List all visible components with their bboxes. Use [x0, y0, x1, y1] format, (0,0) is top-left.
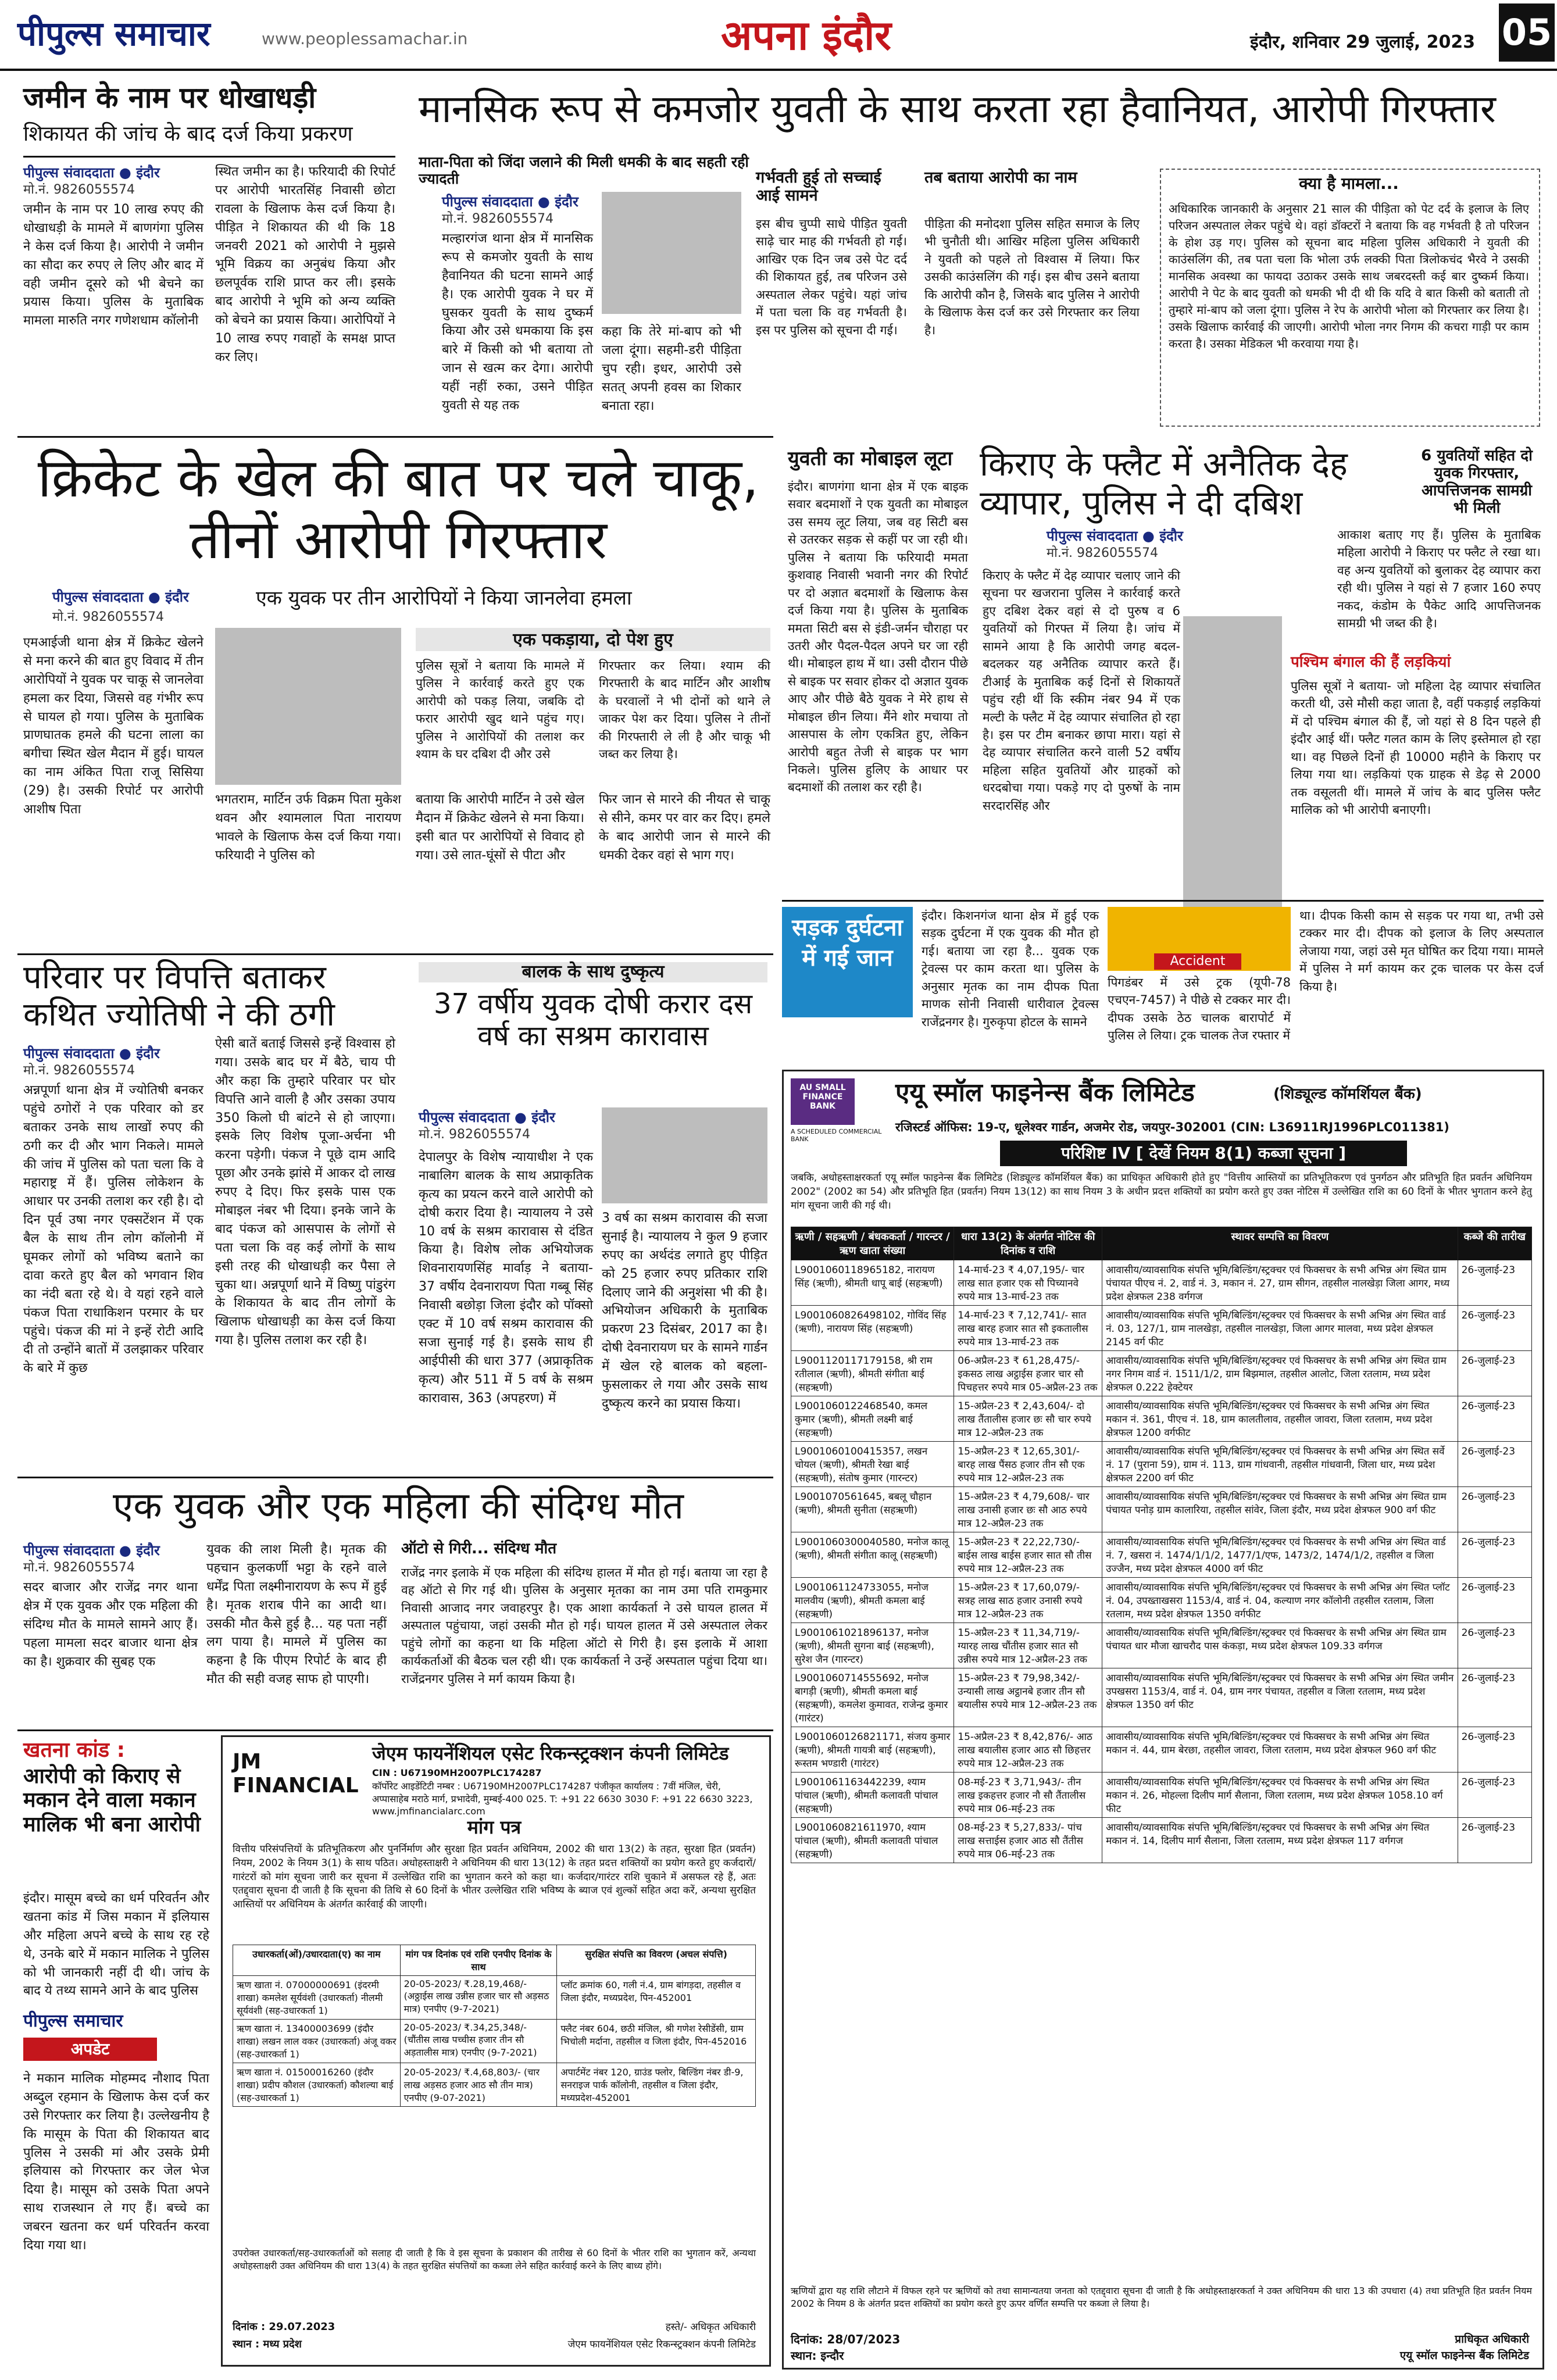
box-2-heading: तब बताया आरोपी का नाम: [924, 169, 1077, 187]
au-table: [791, 1227, 1532, 1863]
table-cell: 26-जुलाई-23: [1458, 1578, 1531, 1623]
table-cell: L9001061124733055, मनोज मालवीय (ऋणी), श्रीमती कमला बाई (सहऋणी): [791, 1578, 954, 1623]
au-signatory-company: एयू स्मॉल फाइनेन्स बैंक लिमिटेड: [1399, 2349, 1529, 2362]
mobile-number: मो.नं. 9826055574: [419, 1127, 531, 1142]
au-date: दिनांक: 28/07/2023: [791, 2332, 901, 2346]
update-stamp: अपडेट: [23, 2038, 157, 2061]
jm-place: स्थान : मध्य प्रदेश: [233, 2338, 302, 2350]
article-10-body-1: इंदौर। मासूम बच्चे का धर्म परिवर्तन और खतना कांड में जिस मकान में इलियास और महिला अपने बच्चे के साथ रह रहे थे, उनके बारे में मकान मालिक ने पुलिस को भी जानकारी नहीं दी थी। जांच के बाद ये तथ्य सामने आने के बाद पुलिस: [23, 1891, 209, 1999]
table-cell: आवासीय/व्यावसायिक संपत्ति भूमि/बिल्डिंग/स्ट्रक्चर एवं फिक्सचर के सभी अभिन्न अंग स्थित मकान नं. 44, ग्राम बेरछा, तहसील जावरा, जिला रतलाम, मध्य प्रदेश क्षेत्रफल 960 वर्ग फीट: [1102, 1727, 1458, 1773]
article-9-headline: एक युवक और एक महिला की संदिग्ध मौत: [112, 1485, 684, 1528]
table-cell: 26-जुलाई-23: [1458, 1260, 1531, 1306]
table-cell: 08-मई-23 ₹ 3,71,943/- तीन लाख इकहत्तर हजार नौ सौ तैंतालीस रुपये मात्र 06-मई-23 तक: [954, 1773, 1102, 1818]
dateline: इंदौर, शनिवार 29 जुलाई, 2023: [1250, 32, 1476, 52]
divider: [17, 436, 773, 438]
box-3-heading: क्या है मामला...: [1299, 174, 1399, 193]
article-6-col-3: था। दीपक किसी काम से सड़क पर गया था, तभी उसे टक्कर मार दी। दीपक को इलाज के लिए अस्पताल लेजाया गया, जहां उसे मृत घोषित कर दिया गया। मामले में पुलिस ने मर्ग कायम कर ट्रक चालक पर केस दर्ज किया है।: [1299, 909, 1544, 994]
table-cell: 26-जुलाई-23: [1458, 1818, 1531, 1863]
au-col-header: स्थावर सम्पत्ति का विवरण: [1102, 1227, 1458, 1260]
news-photo: [215, 628, 401, 785]
table-row: [791, 1578, 1532, 1623]
byline: पीपुल्स संवाददाता ● इंदौर: [23, 165, 160, 181]
table-cell: आवासीय/व्यावसायिक संपत्ति भूमि/बिल्डिंग/स्ट्रक्चर एवं फिक्सचर के सभी अभिन्न अंग स्थित वार्ड नं. 03, 127/1, ग्राम नालखेड़ा, तहसील नालखेड़ा, जिला आगर मालवा, मध्य प्रदेश क्षेत्रफल 2145 वर्ग फीट: [1102, 1306, 1458, 1351]
jm-cin: CIN : U67190MH2007PLC174287: [372, 1767, 542, 1778]
divider: [17, 1477, 773, 1478]
box-3-body: अधिकारिक जानकारी के अनुसार 21 साल की पीड़िता को पेट दर्द के इलाज के लिए परिजन अस्पताल लेकर पहुंचे थे। वहां डॉक्टरों ने बताया कि वह गर्भवती है तो परिजन के होश उड़ गए। पुलिस को सूचना बाद महिला पुलिस अधिकारी ने युवती की काउंसलिंग की, तब पता चला कि भोला उर्फ लक्की पिता त्रिलोकचंद भैरवे ने उसकी मानसिक अवस्था का फायदा उठाकर उसके साथ जबरदस्ती कई बार दुष्कर्म किया। आरोपी ने पेट के बाद युवती को धमकी भी दी थी कि यदि वे बात किसी को बताती तो तुम्हारे मां-बाप को जला दूंगा। पुलिस ने रेप के आरोपी भोला को गिरफ्तार कर लिया है। उसके खिलाफ कार्रवाई की जाएगी। आरोपी भोला नगर निगम की कचरा गाड़ी पर काम करता है। उसका मेडिकल भी करवाया गया है।: [1169, 202, 1529, 351]
accident-label: Accident: [1154, 953, 1241, 970]
table-cell: 15-अप्रैल-23 ₹ 8,42,876/- आठ लाख बयालीस हजार आठ सौ छिहत्तर रुपये मात्र 12-अप्रैल-23 तक: [954, 1727, 1102, 1773]
table-row: [791, 1487, 1532, 1532]
article-10-headline: आरोपी को किराए से मकान देने वाला मकान मालिक भी बना आरोपी: [23, 1764, 201, 1836]
table-cell: 15-अप्रैल-23 ₹ 2,43,604/- दो लाख तैंतालीस हजार छः सौ चार रुपये मात्र 12-अप्रैल-23 तक: [954, 1396, 1102, 1442]
table-cell: 15-अप्रैल-23 ₹ 11,34,719/- ग्यारह लाख चौंतीस हजार सात सौ उन्नीस रुपये मात्र 12-अप्रैल-23 तक: [954, 1623, 1102, 1668]
table-cell: L9001060714555692, मनोज बागड़ी (ऋणी), श्रीमती कमला बाई (सहऋणी), कमलेश कुमावत, राजेन्द्र कुमार (गारंटर): [791, 1668, 954, 1727]
table-cell: 15-अप्रैल-23 ₹ 79,98,342/- उन्यासी लाख अट्ठानबे हजार तीन सौ बयालीस रुपये मात्र 12-अप्रैल-23 तक: [954, 1668, 1102, 1727]
table-cell: आवासीय/व्यावसायिक संपत्ति भूमि/बिल्डिंग/स्ट्रक्चर एवं फिक्सचर के सभी अभिन्न अंग स्थित ग्राम पंचायत पीएच नं. 2, वार्ड नं. 3, मकान नं. 27, ग्राम सीगन, तहसील नालखेड़ा जिला आगर, मध्य प्रदेश क्षेत्रफल 238 वर्गगज: [1102, 1260, 1458, 1306]
mobile-number: मो.नं. 9826055574: [442, 212, 554, 226]
table-row: [791, 1668, 1532, 1727]
table-cell: L9001060126821171, संजय कुमार (ऋणी), श्रीमती गायत्री बाई (सहऋणी), रूस्तम भण्डारी (गारंटर): [791, 1727, 954, 1773]
article-2-col-1: मल्हारगंज थाना क्षेत्र में मानसिक रूप से कमजोर युवती के साथ हैवानियत की घटना सामने आई है। एक आरोपी युवक ने घर में घुसकर युवती के साथ दुष्कर्म किया और उसे धमकाया कि इस बारे में किसी को भी बताया तो जान से खत्म कर देगा। आरोपी यहीं नहीं रुका, उसने पीड़ित युवती से यह तक: [442, 231, 593, 413]
table-cell: 15-अप्रैल-23 ₹ 17,60,079/- सत्रह लाख साठ हजार उनासी रुपये मात्र 12-अप्रैल-23 तक: [954, 1578, 1102, 1623]
article-1-col-2: स्थित जमीन का है। फरियादी की रिपोर्ट पर आरोपी भारतसिंह निवासी छोटा रावला के खिलाफ केस दर्ज किया है। पीड़ित ने शिकायत की थी कि 18 जनवरी 2021 को आरोपी ने मुझसे भूमि विक्रय का अनुबंध किया और छलपूर्वक राशि प्राप्त कर ली। इसके बाद आरोपी ने भूमि को अन्य व्यक्ति को बेचने का प्रयास किया। आरोपियों ने 10 लाख रुपए गवाहों के समक्ष प्राप्त कर लिए।: [215, 165, 395, 364]
jm-col-header: उधारकर्ता(ओं)/उधारदाता(ए) का नाम: [233, 1945, 401, 1976]
table-cell: आवासीय/व्यावसायिक संपत्ति भूमि/बिल्डिंग/स्ट्रक्चर एवं फिक्सचर के सभी अभिन्न अंग स्थित जमीन उपखसरा 1153/4, वार्ड नं. 04, ग्राम नगर पंचायत, तहसील व जिला रतलाम, मध्य प्रदेश क्षेत्रफल 1350 वर्ग फीट: [1102, 1668, 1458, 1727]
au-paragraph: जबकि, अधोहस्ताक्षरकर्ता एयू स्मॉल फाइनेन्स बैंक लिमिटेड (शिड्यूल्ड कॉमर्शियल बैंक) का प्राधिकृत अधिकारी होते हुए "वित्तीय आस्तियों का प्रतिभूतिकरण एवं पुनर्गठन और प्रतिभूति हित प्रवर्तन अधिनियम 2002" (2002 का 54) और प्रतिभूति हित (प्रवर्तन) नियम 13(12) का साथ नियम 3 के अधीन प्रदत्त शक्तियों का प्रयोग करते हुए उक्त नोटिस में उल्लेखित राशि का 60 दिनों के भीतर भुगतान करने हेतु मांग सूचना जारी की गई थी।: [791, 1172, 1532, 1212]
article-10-kicker: खतना कांड :: [23, 1738, 125, 1762]
mobile-number: मो.नं. 9826055574: [23, 1063, 135, 1078]
table-cell: 08-मई-23 ₹ 5,27,833/- पांच लाख सत्ताईस हजार आठ सौ तैंतीस रुपये मात्र 06-मई-23 तक: [954, 1818, 1102, 1863]
jm-paragraph: वित्तीय परिसंपत्तियों के प्रतिभूतिकरण और पुनर्निर्माण और सुरक्षा हित प्रवर्तन अधिनियम, 2002 की धारा 13(2) के तहत, सुरक्षा हित (प्रवर्तन) नियम, 2002 के नियम 3(1) के साथ पठित। अधोहस्ताक्षरी ने अधिनियम की धारा 13(12) के तहत प्रदत्त शक्तियों का प्रयोग करते हुए कर्जदारों/गारंटरों को मांग सूचना जारी कर सूचना में उल्लेखित राशि का भुगतान करने को कहा था। कर्जदार/गारंटर राशि चुकाने में असफल रहे हैं, अतः एतद्द्वारा सूचना दी जाती है कि सूचना की तिथि से 60 दिनों के भीतर उल्लेखित राशि भविष्य के ब्याज एवं शुल्कों सहित अदा करें, अन्यथा सुरक्षित आस्तियों पर अधिनियम के अंतर्गत कार्रवाई की जाएगी।: [233, 1843, 756, 1911]
table-cell: आवासीय/व्यावसायिक संपत्ति भूमि/बिल्डिंग/स्ट्रक्चर एवं फिक्सचर के सभी अभिन्न अंग स्थित मकान नं. 26, मोहल्ला दिलीप मार्ग सैलाना, जिला रतलाम, मध्य प्रदेश क्षेत्रफल 1058.10 वर्ग फीट: [1102, 1773, 1458, 1818]
table-cell: 20-05-2023/ ₹.28,19,468/- (अठ्ठाईस लाख उन्नीस हजार चार सौ अड़सठ मात्र) एनपीए (9-7-2021): [400, 1976, 557, 2020]
article-3-col-3: बताया कि आरोपी मार्टिन ने उसे खेल मैदान में क्रिकेट खेलने से मना किया। इसी बात पर आरोपियों से विवाद हो गया। उसे लात-घूंसों से पीटा और: [416, 792, 584, 863]
police-illustration: [1183, 616, 1282, 907]
article-8-kicker: बालक के साथ दुष्कृत्य: [419, 962, 767, 982]
article-3-subhead: एक युवक पर तीन आरोपियों ने किया जानलेवा हमला: [256, 587, 632, 610]
au-title-suffix: (शिड्यूल्ड कॉमर्शियल बैंक): [1273, 1085, 1422, 1103]
table-cell: 26-जुलाई-23: [1458, 1773, 1531, 1818]
jm-signatory: हस्ते/- अधिकृत अधिकारी: [665, 2321, 756, 2333]
table-cell: आवासीय/व्यावसायिक संपत्ति भूमि/बिल्डिंग/स्ट्रक्चर एवं फिक्सचर के सभी अभिन्न अंग स्थित प्लॉट नं. 04, उपख्ताखसरा 1153/4, वार्ड नं. 04, कल्याण नगर कॉलोनी तहसील रतलाम, जिला रतलाम, मध्य प्रदेश क्षेत्रफल 1350 वर्गफीट: [1102, 1578, 1458, 1623]
table-cell: आवासीय/व्यावसायिक संपत्ति भूमि/बिल्डिंग/स्ट्रक्चर एवं फिक्सचर के सभी अभिन्न अंग स्थित मकान नं. 361, पीएच नं. 18, ग्राम कालतीलाव, तहसील जावरा, जिला रतलाम, मध्य प्रदेश क्षेत्रफल 1200 वर्गफीट: [1102, 1396, 1458, 1442]
jm-logo: JM FINANCIAL: [233, 1750, 359, 1798]
article-7-col-1: अन्नपूर्णा थाना क्षेत्र में ज्योतिषी बनकर पहुंचे ठगोरों ने एक परिवार को डर बताकर उनके साथ लाखों रुपए की ठगी कर दी और भाग निकले। मामले की जांच में पुलिस को पता चला कि वे महाराष्ट्र में हैं। पुलिस लोकेशन के आधार पर उनकी तलाश कर रही है। दो दिन पूर्व उषा नगर एक्सटेंशन में एक बैल के साथ तीन लोग कॉलोनी में घूमकर लोगों को भविष्य बताने का दावा करते हुए बैल को भगवान शिव का नंदी बता रहे थे। वे यहां रहने वाले पंकज पिता राधाकिशन परमार के घर पहुंचे। पंकज की मां ने इन्हें रोटी आदि दी तो उन्होंने बातों में उलझाकर परिवार के बारे में कुछ: [23, 1083, 203, 1376]
table-cell: L9001060300040580, मनोज कालू (ऋणी), श्रीमती संगीता कालू (सहऋणी): [791, 1532, 954, 1578]
table-cell: L9001120117179158, श्री राम रतीलाल (ऋणी), श्रीमती संगीता बाई (सहऋणी): [791, 1351, 954, 1396]
mobile-number: मो.नं. 9826055574: [1047, 546, 1159, 560]
mobile-number: मो.नं. 9826055574: [23, 183, 135, 197]
table-cell: आवासीय/व्यावसायिक संपत्ति भूमि/बिल्डिंग/स्ट्रक्चर एवं फिक्सचर के सभी अभिन्न अंग स्थित ग्राम नगर निगम वार्ड नं. 1511/1/2, ग्राम बिझमाल, तहसील आलोट, जिला रतलाम, मध्य प्रदेश क्षेत्रफल 0.222 हेक्टेयर: [1102, 1351, 1458, 1396]
au-logo: AU SMALL FINANCE BANK: [791, 1078, 855, 1125]
table-cell: L9001061163442239, श्याम पांचाल (ऋणी), श्रीमती कलावती पांचाल (सहऋणी): [791, 1773, 954, 1818]
article-1-subhead: शिकायत की जांच के बाद दर्ज किया प्रकरण: [23, 122, 353, 146]
update-stamp-logo: पीपुल्स समाचार: [23, 2011, 123, 2031]
jm-table: [233, 1945, 756, 2107]
table-cell: अपार्टमेंट नंबर 120, ग्राउंड फ्लोर, बिल्डिंग नंबर डी-9, सनराइज पार्क कॉलोनी, तहसील व जिला इंदौर, मध्यप्रदेश-452001: [557, 2063, 756, 2107]
table-cell: 06-अप्रैल-23 ₹ 61,28,475/- इकसठ लाख अट्ठाईस हजार चार सौ पिचहत्तर रुपये मात्र 05-अप्रैल-23 तक: [954, 1351, 1102, 1396]
table-cell: आवासीय/व्यावसायिक संपत्ति भूमि/बिल्डिंग/स्ट्रक्चर एवं फिक्सचर के सभी अभिन्न अंग स्थित सर्वे नं. 17 (पुराना 59), ग्राम नं. 113, ग्राम गांधवानी, तहसील गांधवानी, जिला धार, मध्य प्रदेश क्षेत्रफल 2200 वर्ग फीट: [1102, 1442, 1458, 1487]
article-10-body-2: ने मकान मालिक मोहम्मद नौशाद पिता अब्दुल रहमान के खिलाफ केस दर्ज कर उसे गिरफ्तार कर लिया है। उल्लेखनीय है कि मासूम के पिता की शिकायत बाद पुलिस ने उसकी मां और उसके प्रेमी इलियास को गिरफ्तार कर जेल भेज दिया है। मासूम को उसके पिता अपने साथ राजस्थान ले गए हैं। बच्चे का जबरन खतना कर धर्म परिवर्तन करवा दिया गया था।: [23, 2071, 209, 2253]
table-cell: ऋण खाता नं. 07000000691 (इंदरमी शाखा) कमलेश सूर्यवंशी (उधारकर्ता) नीलमी सूर्यवंशी (सह-उधारकर्ता 1): [233, 1976, 401, 2020]
website-url[interactable]: www.peoplessamachar.in: [262, 29, 468, 48]
au-col-header: कब्जे की तारीख: [1458, 1227, 1531, 1260]
article-9-col-1: सदर बाजार और राजेंद्र नगर थाना क्षेत्र में एक युवक और एक महिला की संदिग्ध मौत के मामले सामने आए हैं। पहला मामला सदर बाजार थाना क्षेत्र का है। शुक्रवार की सुबह एक: [23, 1580, 198, 1669]
article-5-col-2: आकाश बताए गए हैं। पुलिस के मुताबिक महिला आरोपी ने किराए पर फ्लैट ले रखा था। वह अन्य युवतियों को बुलाकर देह व्यापार करा रही थी। पुलिस ने यहां से 7 हजार 160 रुपए नकद, कंडोम के पैकेट आदि आपत्तिजनक सामग्री भी जब्त की है।: [1337, 528, 1541, 631]
accident-tag: सड़क दुर्घटना में गई जान: [782, 907, 913, 1017]
article-6-col-2: पिगडंबर में उसे ट्रक (यूपी-78 एचएन-7457) ने पीछे से टक्कर मार दी। दीपक उसके ठेठ चालक बारापोर्ट में पुलिस ले लिया। ट्रक चालक तेज रफ्तार में: [1108, 975, 1291, 1043]
article-7-headline: परिवार पर विपत्ति बताकर कथित ज्योतिषी ने की ठगी: [23, 959, 335, 1034]
box-body: पुलिस सूत्रों ने बताया- जो महिला देह व्यापार संचालित करती थी, उसे मौसी कहा जाता है, वहीं पकड़ाई लड़कियां में दो पश्चिम बंगाल की हैं, जो यहां से 8 दिन पहले ही इंदौर आई थीं। फ्लैट गलत काम के लिए इस्तेमाल हो रहा था। वह पिछले दिनों ही 10000 महीने के किराए पर लिया गया था। लड़कियां एक ग्राहक से डेढ़ से 2000 तक वसूलती थीं। मामले में जांच के बाद पुलिस फ्लैट मालिक को भी आरोपी बनाएगी।: [1291, 679, 1541, 817]
box-col-1: पुलिस सूत्रों ने बताया कि मामले में पुलिस ने कार्रवाई करते हुए एक आरोपी को पकड़ लिया, जबकि दो फरार आरोपी खुद थाने पहुंच गए। पुलिस ने आरोपियों की तलाश कर श्याम के घर दबिश दी और उसे: [416, 659, 584, 762]
jm-footer: उपरोक्त उधारकर्ता/सह-उधारकर्ताओं को सलाह दी जाती है कि वे इस सूचना के प्रकाशन की तारीख से 60 दिनों के भीतर राशि का भुगतान करें, अन्यथा अधोहस्ताक्षरी उक्त अधिनियम की धारा 13(4) के तहत सुरक्षित संपत्तियों का कब्जा लेने सहित कार्रवाई करने के लिए बाध्य होंगे।: [233, 2247, 756, 2272]
au-tagline: A SCHEDULED COMMERCIAL BANK: [791, 1128, 882, 1143]
table-cell: ऋण खाता नं. 01500016260 (इंदौर शाखा) प्रदीप कौशल (उधारकर्ता) कौशल्या बाई (सह-उधारकर्ता 1): [233, 2063, 401, 2107]
byline: पीपुल्स संवाददाता ● इंदौर: [1047, 528, 1183, 544]
article-3-headline: क्रिकेट के खेल की बात पर चले चाकू, तीनों आरोपी गिरफ्तार: [37, 447, 759, 571]
article-4-headline: युवती का मोबाइल लूटा: [788, 447, 953, 470]
table-cell: 15-अप्रैल-23 ₹ 22,22,730/- बाईस लाख बाईस हजार सात सौ तीस रुपये मात्र 12-अप्रैल-23 तक: [954, 1532, 1102, 1578]
table-cell: आवासीय/व्यावसायिक संपत्ति भूमि/बिल्डिंग/स्ट्रक्चर एवं फिक्सचर के सभी अभिन्न अंग स्थित मकान नं. 14, दिलीप मार्ग सैलाना, जिला रतलाम, मध्य प्रदेश क्षेत्रफल 117 वर्गगज: [1102, 1818, 1458, 1863]
box-heading: ऑटो से गिरी... संदिग्ध मौत: [401, 1540, 557, 1557]
article-5-headline: किराए के फ्लैट में अनैतिक देह व्यापार, पुलिस ने दी दबिश: [980, 444, 1348, 523]
table-cell: प्लॉट क्रमांक 60, गली नं.4, ग्राम बांगड़दा, तहसील व जिला इंदौर, मध्यप्रदेश, पिन-452001: [557, 1976, 756, 2020]
article-8-col-1: देपालपुर के विशेष न्यायाधीश ने एक नाबालिग बालक के साथ अप्राकृतिक कृत्य का प्रयत्न करने वाले आरोपी को दोषी करार दिया है। न्यायालय ने उसे 10 वर्ष के सश्रम कारावास से दंडित किया है। विशेष लोक अभियोजक शिवनारायणसिंह मार्वाड़ ने बताया- 37 वर्षीय देवनारायण पिता गब्बू सिंह निवासी बछोड़ा जिला इंदौर को पॉक्सो एक्ट में 10 वर्ष सश्रम कारावास की सजा सुनाई गई है। इसके साथ ही आईपीसी की धारा 377 (अप्राकृतिक कृत्य) और 511 में 5 वर्ष के सश्रम कारावास, 363 (अपहरण) में: [419, 1150, 593, 1406]
table-cell: 14-मार्च-23 ₹ 4,07,195/- चार लाख सात हजार एक सौ पिच्यानवे रुपये मात्र 13-मार्च-23 तक: [954, 1260, 1102, 1306]
table-row: [791, 1442, 1532, 1487]
article-3-col-2: भगतराम, मार्टिन उर्फ विक्रम पिता मुकेश थवन और श्यामलाल पिता नारायण भावले के खिलाफ केस दर्ज किया गया। फरियादी ने पुलिस को: [215, 792, 401, 863]
divider: [17, 1729, 773, 1731]
article-1-col-1: जमीन के नाम पर 10 लाख रुपए की धोखाधड़ी के मामले में बाणगंगा पुलिस ने केस दर्ज किया है। आरोपी ने जमीन का सौदा कर रुपए ले लिए और बाद में वही जमीन दूसरे को भी बेचने का प्रयास किया। पुलिस के मुताबिक मामला मारुति नगर गणेशधाम कॉलोनी: [23, 202, 203, 328]
jm-date: दिनांक : 29.07.2023: [233, 2321, 335, 2333]
article-8-headline: 37 वर्षीय युवक दोषी करार दस वर्ष का सश्रम कारावास: [433, 988, 753, 1053]
table-cell: 15-अप्रैल-23 ₹ 12,65,301/- बारह लाख पैंसठ हजार तीन सौ एक रुपये मात्र 12-अप्रैल-23 तक: [954, 1442, 1102, 1487]
box-1-heading: गर्भवती हुई तो सच्चाई आई सामने: [756, 169, 881, 205]
au-registered-office: रजिस्टर्ड ऑफिस: 19-ए, धूलेश्वर गार्डन, अजमेर रोड, जयपुर-302001 (CIN: L36911RJ1996PLC011381): [895, 1120, 1449, 1134]
table-row: [791, 1818, 1532, 1863]
table-row: [791, 1623, 1532, 1668]
jm-signatory-company: जेएम फायनेंशियल एसेट रिकन्स्ट्रक्शन कंपनी लिमिटेड: [567, 2339, 756, 2350]
byline: पीपुल्स संवाददाता ● इंदौर: [23, 1542, 160, 1559]
handcuff-photo: [602, 1107, 767, 1203]
table-cell: 14-मार्च-23 ₹ 7,12,741/- सात लाख बारह हजार सात सौ इकतालीस रुपये मात्र 13-मार्च-23 तक: [954, 1306, 1102, 1351]
au-place: स्थान: इन्दौर: [791, 2349, 844, 2363]
table-cell: 26-जुलाई-23: [1458, 1351, 1531, 1396]
table-cell: 15-अप्रैल-23 ₹ 4,79,608/- चार लाख उनासी हजार छः सौ आठ रुपये मात्र 12-अप्रैल-23 तक: [954, 1487, 1102, 1532]
table-cell: 20-05-2023/ ₹.34,25,348/- (चौंतीस लाख पच्चीस हजार तीन सौ अड़तालीस मात्र) एनपीए (9-7-2021): [400, 2020, 557, 2063]
byline: पीपुल्स संवाददाता ● इंदौर: [442, 194, 578, 210]
au-title: एयू स्मॉल फाइनेन्स बैंक लिमिटेड: [895, 1078, 1195, 1107]
page-number: 05: [1499, 3, 1555, 62]
table-cell: L9001060122468540, कमल कुमार (ऋणी), श्रीमती लक्ष्मी बाई (सहऋणी): [791, 1396, 954, 1442]
article-4-body: इंदौर। बाणगंगा थाना क्षेत्र में एक बाइक सवार बदमाशों ने एक युवती का मोबाइल उस समय लूट लिया, जब वह सिटी बस से उतरकर सड़क से कहीं पर जा रही थी। पुलिस ने बताया कि फरियादी ममता कुशवाह निवासी भवानी नगर की रिपोर्ट पर दो अज्ञात बदमाशों के खिलाफ केस दर्ज किया गया है। पुलिस के मुताबिक ममता सिटी बस से इंडी-जर्मन चौराहा पर उतरी और पैदल-पैदल अपने घर जा रही थी। मोबाइल हाथ में था। उसी दौरान पीछे से बाइक पर सवार होकर दो अज्ञात युवक आए और पीछे बैठे युवक ने मेरे हाथ से मोबाइल छीन लिया। मैंने शोर मचाया तो आसपास के लोग एकत्रित हुए, लेकिन आरोपी बहुत तेजी से बाइक पर भाग निकले। पुलिस हुलिए के आधार पर बदमाशों की तलाश कर रही है।: [788, 480, 969, 795]
table-row: [791, 1351, 1532, 1396]
table-cell: 26-जुलाई-23: [1458, 1668, 1531, 1727]
article-2-headline: मानसिक रूप से कमजोर युवती के साथ करता रहा हैवानियत, आरोपी गिरफ्तार: [419, 87, 1496, 131]
article-1-headline: जमीन के नाम पर धोखाधड़ी: [23, 81, 316, 115]
newspaper-logo: पीपुल्स समाचार: [17, 14, 210, 53]
article-8-col-2: 3 वर्ष का सश्रम कारावास की सजा सुनाई है। न्यायालय ने कुल 9 हजार रुपए का अर्थदंड लगाते हुए पीड़ित को 25 हजार रुपए प्रतिकार राशि दिलाए जाने की अनुशंसा भी की है। अभियोजन अधिकारी के मुताबिक प्रकरण 23 दिसंबर, 2017 का है। दोषी देवनारायण घर के सामने गार्डन में खेल रहे बालक को बहला-फुसलाकर ले गया और उसके साथ दुष्कृत्य करने का प्रयास किया।: [602, 1211, 767, 1411]
article-3-col-4: फिर जान से मारने की नीयत से चाकू से सीने, कमर पर वार कर दिए। हमले के बाद आरोपी जान से मारने की धमकी देकर वहां से भाग गए।: [599, 792, 770, 863]
article-9-col-2: युवक की लाश मिली है। मृतक की पहचान कुलकर्णी भट्टा के रहने वाले धर्मेंद्र पिता लक्ष्मीनारायण के रूप में हुई है। मृतक शराब पीने का आदी था। उसकी मौत कैसे हुई है... यह पता नहीं लग पाया है। मामले में पुलिस का कहना है कि पीएम रिपोर्ट के बाद ही मौत की सही वजह साफ हो पाएगी।: [206, 1542, 387, 1687]
divider: [23, 156, 395, 158]
table-cell: 26-जुलाई-23: [1458, 1396, 1531, 1442]
table-cell: 26-जुलाई-23: [1458, 1532, 1531, 1578]
section-title: अपना इंदौर: [721, 12, 891, 59]
divider: [782, 900, 1544, 902]
byline: पीपुल्स संवाददाता ● इंदौर: [419, 1109, 555, 1125]
table-cell: फ्लैट नंबर 604, छठी मंजिल, श्री गणेश रेसीडेंसी, ग्राम भिचोली मर्दाना, तहसील व जिला इंदौर, पिन-452016: [557, 2020, 756, 2063]
au-col-header: धारा 13(2) के अंतर्गत नोटिस की दिनांक व राशि: [954, 1227, 1102, 1260]
table-cell: L9001060826498102, गोविंद सिंह (ऋणी), नारायण सिंह (सहऋणी): [791, 1306, 954, 1351]
box-1-body: इस बीच चुप्पी साधे पीड़ित युवती साढ़े चार माह की गर्भवती हो गई। आखिर एक दिन जब उसे पेट दर्द की शिकायत हुई, तब परिजन उसे अस्पताल लेकर पहुंचे। यहां जांच में पता चला कि वह गर्भवती है। इस पर पुलिस को सूचना दी गई।: [756, 217, 907, 337]
article-6-col-1: इंदौर। किशनगंज थाना क्षेत्र में हुई एक सड़क दुर्घटना में एक युवक की मौत हो गई। बताया जा रहा है... युवक एक ट्रेवल्स पर काम करता था। पुलिस के अनुसार मृतक का नाम दीपक पिता माणक सोनी निवासी धारीवाल ट्रेवल्स राजेंद्रनगर है। गुरुकृपा होटल के सामने: [922, 909, 1099, 1029]
divider: [17, 953, 773, 955]
table-cell: L9001060100415357, लखन चोयल (ऋणी), श्रीमती रेखा बाई (सहऋणी), संतोष कुमार (गारन्टर): [791, 1442, 954, 1487]
table-cell: 20-05-2023/ ₹.4,68,803/- (चार लाख अड़सठ हजार आठ सौ तीन मात्र) एनपीए (9-07-2021): [400, 2063, 557, 2107]
table-cell: 26-जुलाई-23: [1458, 1442, 1531, 1487]
table-cell: ऋण खाता नं. 13400003699 (इंदौर शाखा) लखन लाल वकर (उधारकर्ता) अंजू वकर (सह-उधारकर्ता 1): [233, 2020, 401, 2063]
news-photo: [602, 192, 741, 314]
au-footer: ऋणियों द्वारा यह राशि लौटाने में विफल रहने पर ऋणियों को तथा सामान्यतया जनता को एतद्द्वारा सूचना दी जाती है कि अधोहस्ताक्षरकर्ता ने उक्त अधिनियम की धारा 13 की उपधारा (4) तथा प्रतिभूति हित प्रवर्तन नियम 2002 के नियम 8 के अंतर्गत प्रदत्त शक्तियों का प्रयोग करते हुए ऊपर वर्णित सम्पत्ति पर कब्जा ले लिया है।: [791, 2285, 1532, 2309]
box-body: राजेंद्र नगर इलाके में एक महिला की संदिग्ध हालत में मौत हो गई। बताया जा रहा है वह ऑटो से गिर गई थी। पुलिस के अनुसार मृतका का नाम उमा पति रामकुमार निवासी आजाद नगर जवाहरपुर है। एक आशा कार्यकर्ता ने उसे घायल हालत में अस्पताल पहुंचाया, जहां उसकी मौत हो गई। घायल हालत में उसे अस्पताल लेकर पहुंचे लोगों का कहना था कि महिला ऑटो से गिरी है। इस इलाके में आशा कार्यकर्ताओं की बैठक चल रही थी। एक कार्यकर्ता ने उन्हें अस्पताल पहुंचा दिया था। राजेंद्रनगर पुलिस ने मर्ग कायम किया है।: [401, 1566, 767, 1686]
jm-title: मांग पत्र: [467, 1816, 522, 1838]
table-row: [791, 1532, 1532, 1578]
table-cell: आवासीय/व्यावसायिक संपत्ति भूमि/बिल्डिंग/स्ट्रक्चर एवं फिक्सचर के सभी अभिन्न अंग स्थित ग्राम पंचायत पनोड़ ग्राम कालारिया, तहसील सांवेर, जिला इंदौर, मध्य प्रदेश क्षेत्रफल 900 वर्ग फीट: [1102, 1487, 1458, 1532]
box-2-body: पीड़िता की मनोदशा पुलिस सहित समाज के लिए भी चुनौती थी। आखिर महिला पुलिस अधिकारी ने युवती को पहले तो विश्वास में लिया। फिर उसकी काउंसलिंग की गई। इस बीच उसने बताया कि आरोपी कौन है, जिसके बाद पुलिस ने आरोपी के खिलाफ केस दर्ज कर उसे गिरफ्तार कर लिया है।: [924, 217, 1140, 337]
table-row: [791, 1727, 1532, 1773]
table-cell: 26-जुलाई-23: [1458, 1727, 1531, 1773]
article-2-subhead: माता-पिता को जिंदा जलाने की मिली धमकी के बाद सहती रही ज्यादती: [419, 153, 749, 187]
au-notice-title: परिशिष्ट IV [ देखें नियम 8(1) कब्जा सूचना ]: [1000, 1141, 1407, 1166]
jm-company-name: जेएम फायनेंशियल एसेट रिकन्स्ट्रक्शन कंपनी लिमिटेड: [372, 1742, 729, 1764]
table-cell: 26-जुलाई-23: [1458, 1306, 1531, 1351]
box-col-2: गिरफ्तार कर लिया। श्याम की गिरफ्तारी के बाद मार्टिन और आशीष के घरवालों ने भी दोनों को थाने ले जाकर पेश कर दिया। पुलिस ने तीनों की गिरफ्तारी ले ली है और चाकू भी जब्त कर लिया है।: [599, 659, 770, 762]
au-signatory: प्राधिकृत अधिकारी: [1455, 2333, 1529, 2346]
table-row: [233, 1976, 756, 2020]
table-cell: L9001060118965182, नारायण सिंह (ऋणी), श्रीमती धापू बाई (सहऋणी): [791, 1260, 954, 1306]
article-7-col-2: ऐसी बातें बताई जिससे इन्हें विश्वास हो गया। उसके बाद घर में बैठे, चाय पी और कहा कि तुम्हारे परिवार पर घोर विपत्ति आने वाली है और उसका उपाय 350 किलो घी बांटने से हो जाएगा। इसके लिए विशेष पूजा-अर्चना भी करना पड़ेगी। पंकज ने पूछे दाम आदि पूछा और उनके झांसे में आकर दो लाख रुपए दे दिए। फिर इसके पास एक मोबाइल नंबर भी दिया। इनके जाने के बाद पंकज को आसपास के लोगों से पता चला कि वह कई लोगों के साथ इसी तरह की धोखाधड़ी कर पैसा ले चुका था। अन्नपूर्णा थाने में विष्णु पांडुरंग के शिकायत के बाद तीन लोगों के खिलाफ धोखाधड़ी का केस दर्ज किया गया है। पुलिस तलाश कर रही है।: [215, 1037, 395, 1348]
article-3-col-1: एमआईजी थाना क्षेत्र में क्रिकेट खेलने से मना करने की बात हुए विवाद में तीन आरोपियों ने युवक पर चाकू से जानलेवा हमला कर दिया, जिससे वह गंभीर रूप से घायल हो गया। पुलिस के मुताबिक प्राणघातक हमले की घटना लाला का बगीचा स्थित खेल मैदान में हुई। घायल का नाम अंकित पिता राजू सिसिया (29) है। उसकी रिपोर्ट पर आरोपी आशीष पिता: [23, 635, 203, 817]
table-cell: आवासीय/व्यावसायिक संपत्ति भूमि/बिल्डिंग/स्ट्रक्चर एवं फिक्सचर के सभी अभिन्न अंग स्थित वार्ड नं. 7, खसरा नं. 1474/1/1/2, 1477/1/एफ, 1473/2, 1474/1/2, तहसील व जिला उज्जैन, मध्य प्रदेश क्षेत्रफल 4000 वर्ग फीट: [1102, 1532, 1458, 1578]
jm-address: कॉर्पोरेट आइडेंटिटी नम्बर : U67190MH2007PLC174287 पंजीकृत कार्यालय : 7वीं मंजिल, चेरी, अप्पासाहेब मराठे मार्ग, प्रभादेवी, मुम्बई-400 025. T: +91 22 6630 3030 F: +91 22 6630 3223, www.jmfinancialarc.com: [372, 1781, 753, 1817]
table-row: [233, 2020, 756, 2063]
box-heading: पश्चिम बंगाल की हैं लड़कियां: [1291, 653, 1451, 671]
table-row: [791, 1306, 1532, 1351]
jm-col-header: सुरक्षित संपत्ति का विवरण (अचल संपत्ति): [557, 1945, 756, 1976]
box-heading: एक पकड़ाया, दो पेश हुए: [513, 630, 673, 650]
table-row: [791, 1773, 1532, 1818]
table-cell: आवासीय/व्यावसायिक संपत्ति भूमि/बिल्डिंग/स्ट्रक्चर एवं फिक्सचर के सभी अभिन्न अंग स्थित ग्राम पंचायत धार मौजा खाचरौद पास कंकड़ा, मध्य प्रदेश क्षेत्रफल 109.33 वर्गगज: [1102, 1623, 1458, 1668]
article-5-col-1: किराए के फ्लैट में देह व्यापार चलाए जाने की सूचना पर खजराना पुलिस ने कार्रवाई करते हुए दबिश देकर वहां से दो पुरुष व 6 युवतियों को गिरफ्त में लिया है। जांच में सामने आया है कि आरोपी जगह बदल-बदलकर यह अनैतिक व्यापार करते हैं। टीआई के मुताबिक कई दिनों से शिकायतें पहुंच रही थीं कि स्कीम नंबर 94 में एक मल्टी के फ्लैट में देह व्यापार संचालित हो रहा है। इस पर टीम बनाकर छापा मारा। यहां से देह व्यापार संचालित करने वाली 52 वर्षीय महिला सहित युवतियों और ग्राहकों को धरदबोचा गया। पकड़े गए दो पुरुषों के नाम सरदारसिंह और: [983, 569, 1180, 813]
mobile-number: मो.नं. 9826055574: [52, 610, 165, 624]
jm-col-header: मांग पत्र दिनांक एवं राशि एनपीए दिनांक के साथ: [400, 1945, 557, 1976]
table-cell: L9001061021896137, मनोज (ऋणी), श्रीमती सुगना बाई (सहऋणी), सुरेश जैन (गारन्टर): [791, 1623, 954, 1668]
au-col-header: ऋणी / सहऋणी / बंधककर्ता / गारन्टर / ऋण खाता संख्या: [791, 1227, 954, 1260]
article-2-col-2: कहा कि तेरे मां-बाप को भी जला दूंगा। सहमी-डरी पीड़िता चुप रही। इधर, आरोपी उसे सतत् अपनी हवस का शिकार बनाता रहा।: [602, 324, 741, 413]
byline: पीपुल्स संवाददाता ● इंदौर: [52, 589, 189, 605]
table-row: [791, 1260, 1532, 1306]
mobile-number: मो.नं. 9826055574: [23, 1560, 135, 1575]
table-cell: 26-जुलाई-23: [1458, 1623, 1531, 1668]
table-cell: 26-जुलाई-23: [1458, 1487, 1531, 1532]
article-5-sidehead: 6 युवतियों सहित दो युवक गिरफ्तार, आपत्तिजनक सामग्री भी मिली: [1421, 447, 1533, 517]
table-cell: L9001070561645, बबलू चौहान (ऋणी), श्रीमती सुनीता (सहऋणी): [791, 1487, 954, 1532]
table-row: [791, 1396, 1532, 1442]
byline: पीपुल्स संवाददाता ● इंदौर: [23, 1045, 160, 1062]
table-row: [233, 2063, 756, 2107]
table-cell: L9001060821611970, श्याम पांचाल (ऋणी), श्रीमती कलावती पांचाल (सहऋणी): [791, 1818, 954, 1863]
